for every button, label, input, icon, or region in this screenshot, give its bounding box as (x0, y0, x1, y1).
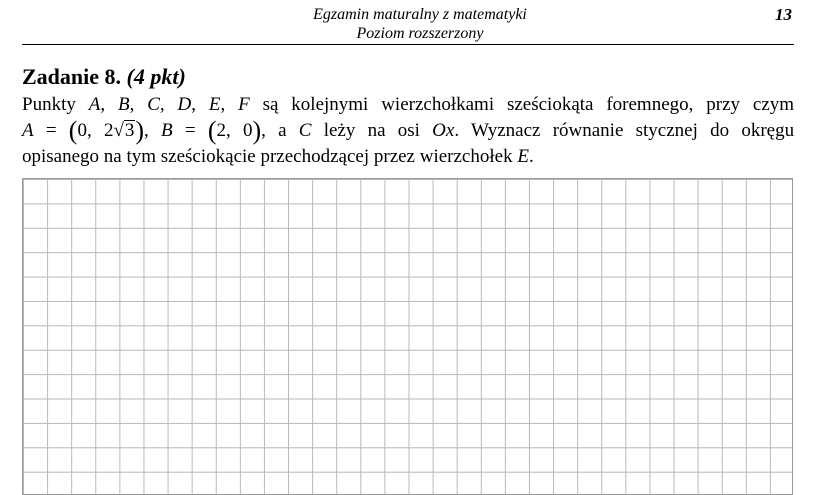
point-b: B (117, 94, 130, 115)
text-find: Wyznacz równanie stycznej do okręgu (470, 120, 795, 141)
text-a: a (278, 120, 287, 141)
task-number: Zadanie 8. (22, 64, 122, 89)
point-f: F (238, 94, 250, 115)
exam-level: Poziom rozszerzony (356, 25, 484, 42)
point-e-ref: E (517, 146, 529, 167)
header-divider (22, 44, 794, 45)
formula-b: B = (2, 0) (161, 116, 262, 145)
point-c: C (147, 94, 160, 115)
point-e: E (208, 94, 221, 115)
task-line-2: A = (0, 2√3), B = (2, 0), a C leży na osi Ox. Wyznacz równanie stycznej do okręgu (22, 116, 795, 145)
task-points: (4 pkt) (126, 64, 186, 89)
answer-grid[interactable] (22, 178, 793, 495)
sqrt-icon: √ (113, 120, 124, 141)
formula-a: A = (0, 2√3) (22, 116, 145, 145)
task-line-3: opisanego na tym sześciokącie przechodzącej przez wierzchołek E. (22, 146, 534, 167)
exam-title: Egzamin maturalny z matematyki (313, 6, 527, 23)
page-number: 13 (775, 5, 792, 24)
point-a: A (88, 94, 101, 115)
text-punkty: Punkty (22, 94, 76, 115)
point-d: D (177, 94, 192, 115)
task-content (22, 92, 794, 170)
point-c-ref: C (298, 120, 312, 141)
task-title (22, 64, 186, 90)
text-lies-on: leży na osi (323, 120, 420, 141)
axis-ref: Ox. (432, 120, 460, 141)
task-line-1: Punkty A, B, C, D, E, F są kolejnymi wierzchołkami sześciokąta foremnego, przy czym (22, 94, 795, 115)
text-hexagon: są kolejnymi wierzchołkami sześciokąta foremnego, przy czym (262, 94, 795, 115)
text-tangent: opisanego na tym sześciokącie przechodzącej przez wierzchołek (22, 146, 513, 167)
